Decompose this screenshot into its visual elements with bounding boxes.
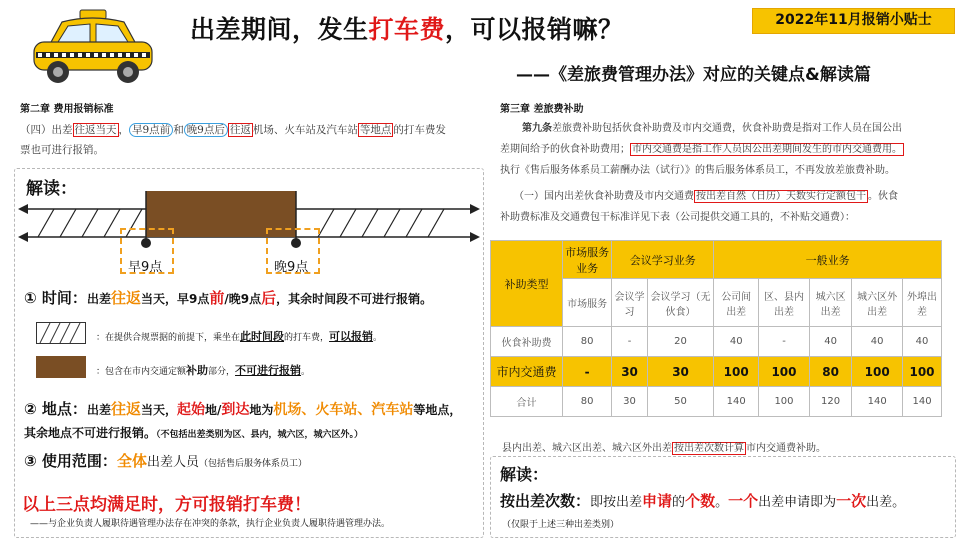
table-subheader: 城六区外出差 <box>852 279 903 327</box>
table-cell: - <box>612 327 648 357</box>
brown-legend-swatch <box>36 356 86 378</box>
table-cell: 50 <box>647 387 713 417</box>
table-cell: 140 <box>714 387 759 417</box>
table-cell: 40 <box>809 327 851 357</box>
table-cell: 120 <box>809 387 851 417</box>
table-subheader: 公司间出差 <box>714 279 759 327</box>
page-subtitle: ——《差旅费管理办法》对应的关键点&解读篇 <box>516 65 871 85</box>
interp-explanation: 按出差次数：即按出差申请的个数。一个出差申请即为一次出差。 <box>500 492 906 510</box>
table-row-label: 伙食补助费 <box>491 327 563 357</box>
table-row <box>491 387 942 417</box>
scope-rule: ③ 使用范围：全体出差人员（包括售后服务体系员工） <box>24 452 307 470</box>
table-header-type: 补助类型 <box>491 241 563 327</box>
place-rule-line2: 其余地点不可进行报销。（不包括出差类别为区、县内，城六区，城六区外。） <box>24 426 364 440</box>
table-cell: 40 <box>903 327 942 357</box>
table-cell: 100 <box>714 357 759 387</box>
table-subheader: 城六区出差 <box>809 279 851 327</box>
table-row-label: 合计 <box>491 387 563 417</box>
table-subheader: 会议学习 <box>612 279 648 327</box>
after-table-note: 县内出差、城六区出差、城六区外出差 按出差次数计算 市内交通费补助。 <box>502 443 826 454</box>
left-chapter-heading: 第二章 费用报销标准 <box>20 104 114 115</box>
table-row-highlighted <box>491 357 942 387</box>
table-cell: 140 <box>903 387 942 417</box>
footnote: ——与企业负责人履职待遇管理办法存在冲突的条款，执行企业负责人履职待遇管理办法。 <box>30 519 391 529</box>
subsidy-clause: （一）国内出差伙食补助费及市内交通费 按出差自然（日历）天数实行定额包干 。伙食 补助费标准及交通费包干标准详见下表（公司提供交通工具的，不补贴交通费）： <box>500 191 898 223</box>
table-cell: 100 <box>759 387 810 417</box>
timeline-diagram <box>18 185 480 275</box>
table-cell: 100 <box>903 357 942 387</box>
article-nine: 第九条差旅费补助包括伙食补助费及市内交通费，伙食补助费是指对工作人员在国公出 差期间给予的伙食补助费用； 市内交通费是指工作人员因公出差期间发生的市内交通费用。 执行《售后服务体系员工薪酬办法（试行）》的售后服务体系员工，不再发放差旅费补助。 <box>500 123 902 176</box>
table-header-meeting: 会议学习业务 <box>612 241 714 279</box>
table-cell: 20 <box>647 327 713 357</box>
taxi-icon <box>28 6 158 88</box>
table-cell: - <box>759 327 810 357</box>
hatch-legend-swatch <box>36 322 86 344</box>
table-row <box>491 327 942 357</box>
table-header-general: 一般业务 <box>714 241 942 279</box>
table-cell: 80 <box>563 387 612 417</box>
conclusion: 以上三点均满足时，方可报销打车费！ <box>22 495 311 515</box>
tips-badge: 2022年11月报销小贴士 <box>752 8 955 34</box>
table-cell: 40 <box>714 327 759 357</box>
table-cell: 80 <box>563 327 612 357</box>
subsidy-table <box>490 240 942 417</box>
time-rule: ① 时间：出差往返当天，早9点前/晚9点后，其余时间段不可进行报销。 <box>24 289 433 307</box>
table-subheader: 外埠出差 <box>903 279 942 327</box>
table-cell: 30 <box>612 357 648 387</box>
page-title: 出差期间，发生打车费，可以报销嘛？ <box>190 15 624 44</box>
table-cell: 80 <box>809 357 851 387</box>
left-interp-title: 解读： <box>26 179 77 199</box>
hatch-legend-text: ：在提供合规票据的前提下，乘坐在此时间段的打车费，可以报销。 <box>96 330 383 343</box>
table-cell: - <box>563 357 612 387</box>
table-subheader: 会议学习（无伙食） <box>647 279 713 327</box>
table-cell: 100 <box>852 357 903 387</box>
right-interp-title: 解读： <box>500 465 549 484</box>
table-cell: 100 <box>759 357 810 387</box>
table-header-market: 市场服务业务 <box>563 241 612 279</box>
timeline-evening-label: 晚9点 <box>274 260 309 275</box>
timeline-morning-label: 早9点 <box>128 260 163 275</box>
table-subheader: 区、县内出差 <box>759 279 810 327</box>
right-chapter-heading: 第三章 差旅费补助 <box>500 104 584 115</box>
table-row-label: 市内交通费 <box>491 357 563 387</box>
left-clause: （四）出差 往返当天 ， 早9点前 和 晚9点后 往返 机场、火车站及汽车站 等地点 的打车费发 票也可进行报销。 <box>20 124 446 156</box>
table-subheader: 市场服务 <box>563 279 612 327</box>
table-cell: 30 <box>612 387 648 417</box>
brown-legend-text: ：包含在市内交通定额补助部分，不可进行报销。 <box>96 364 311 377</box>
place-rule: ② 地点：出差往返当天，起始地/到达地为机场、火车站、汽车站等地点， <box>24 400 462 418</box>
table-cell: 30 <box>647 357 713 387</box>
interp-note: （仅限于上述三种出差类别） <box>502 520 620 530</box>
table-cell: 40 <box>852 327 903 357</box>
table-cell: 140 <box>852 387 903 417</box>
